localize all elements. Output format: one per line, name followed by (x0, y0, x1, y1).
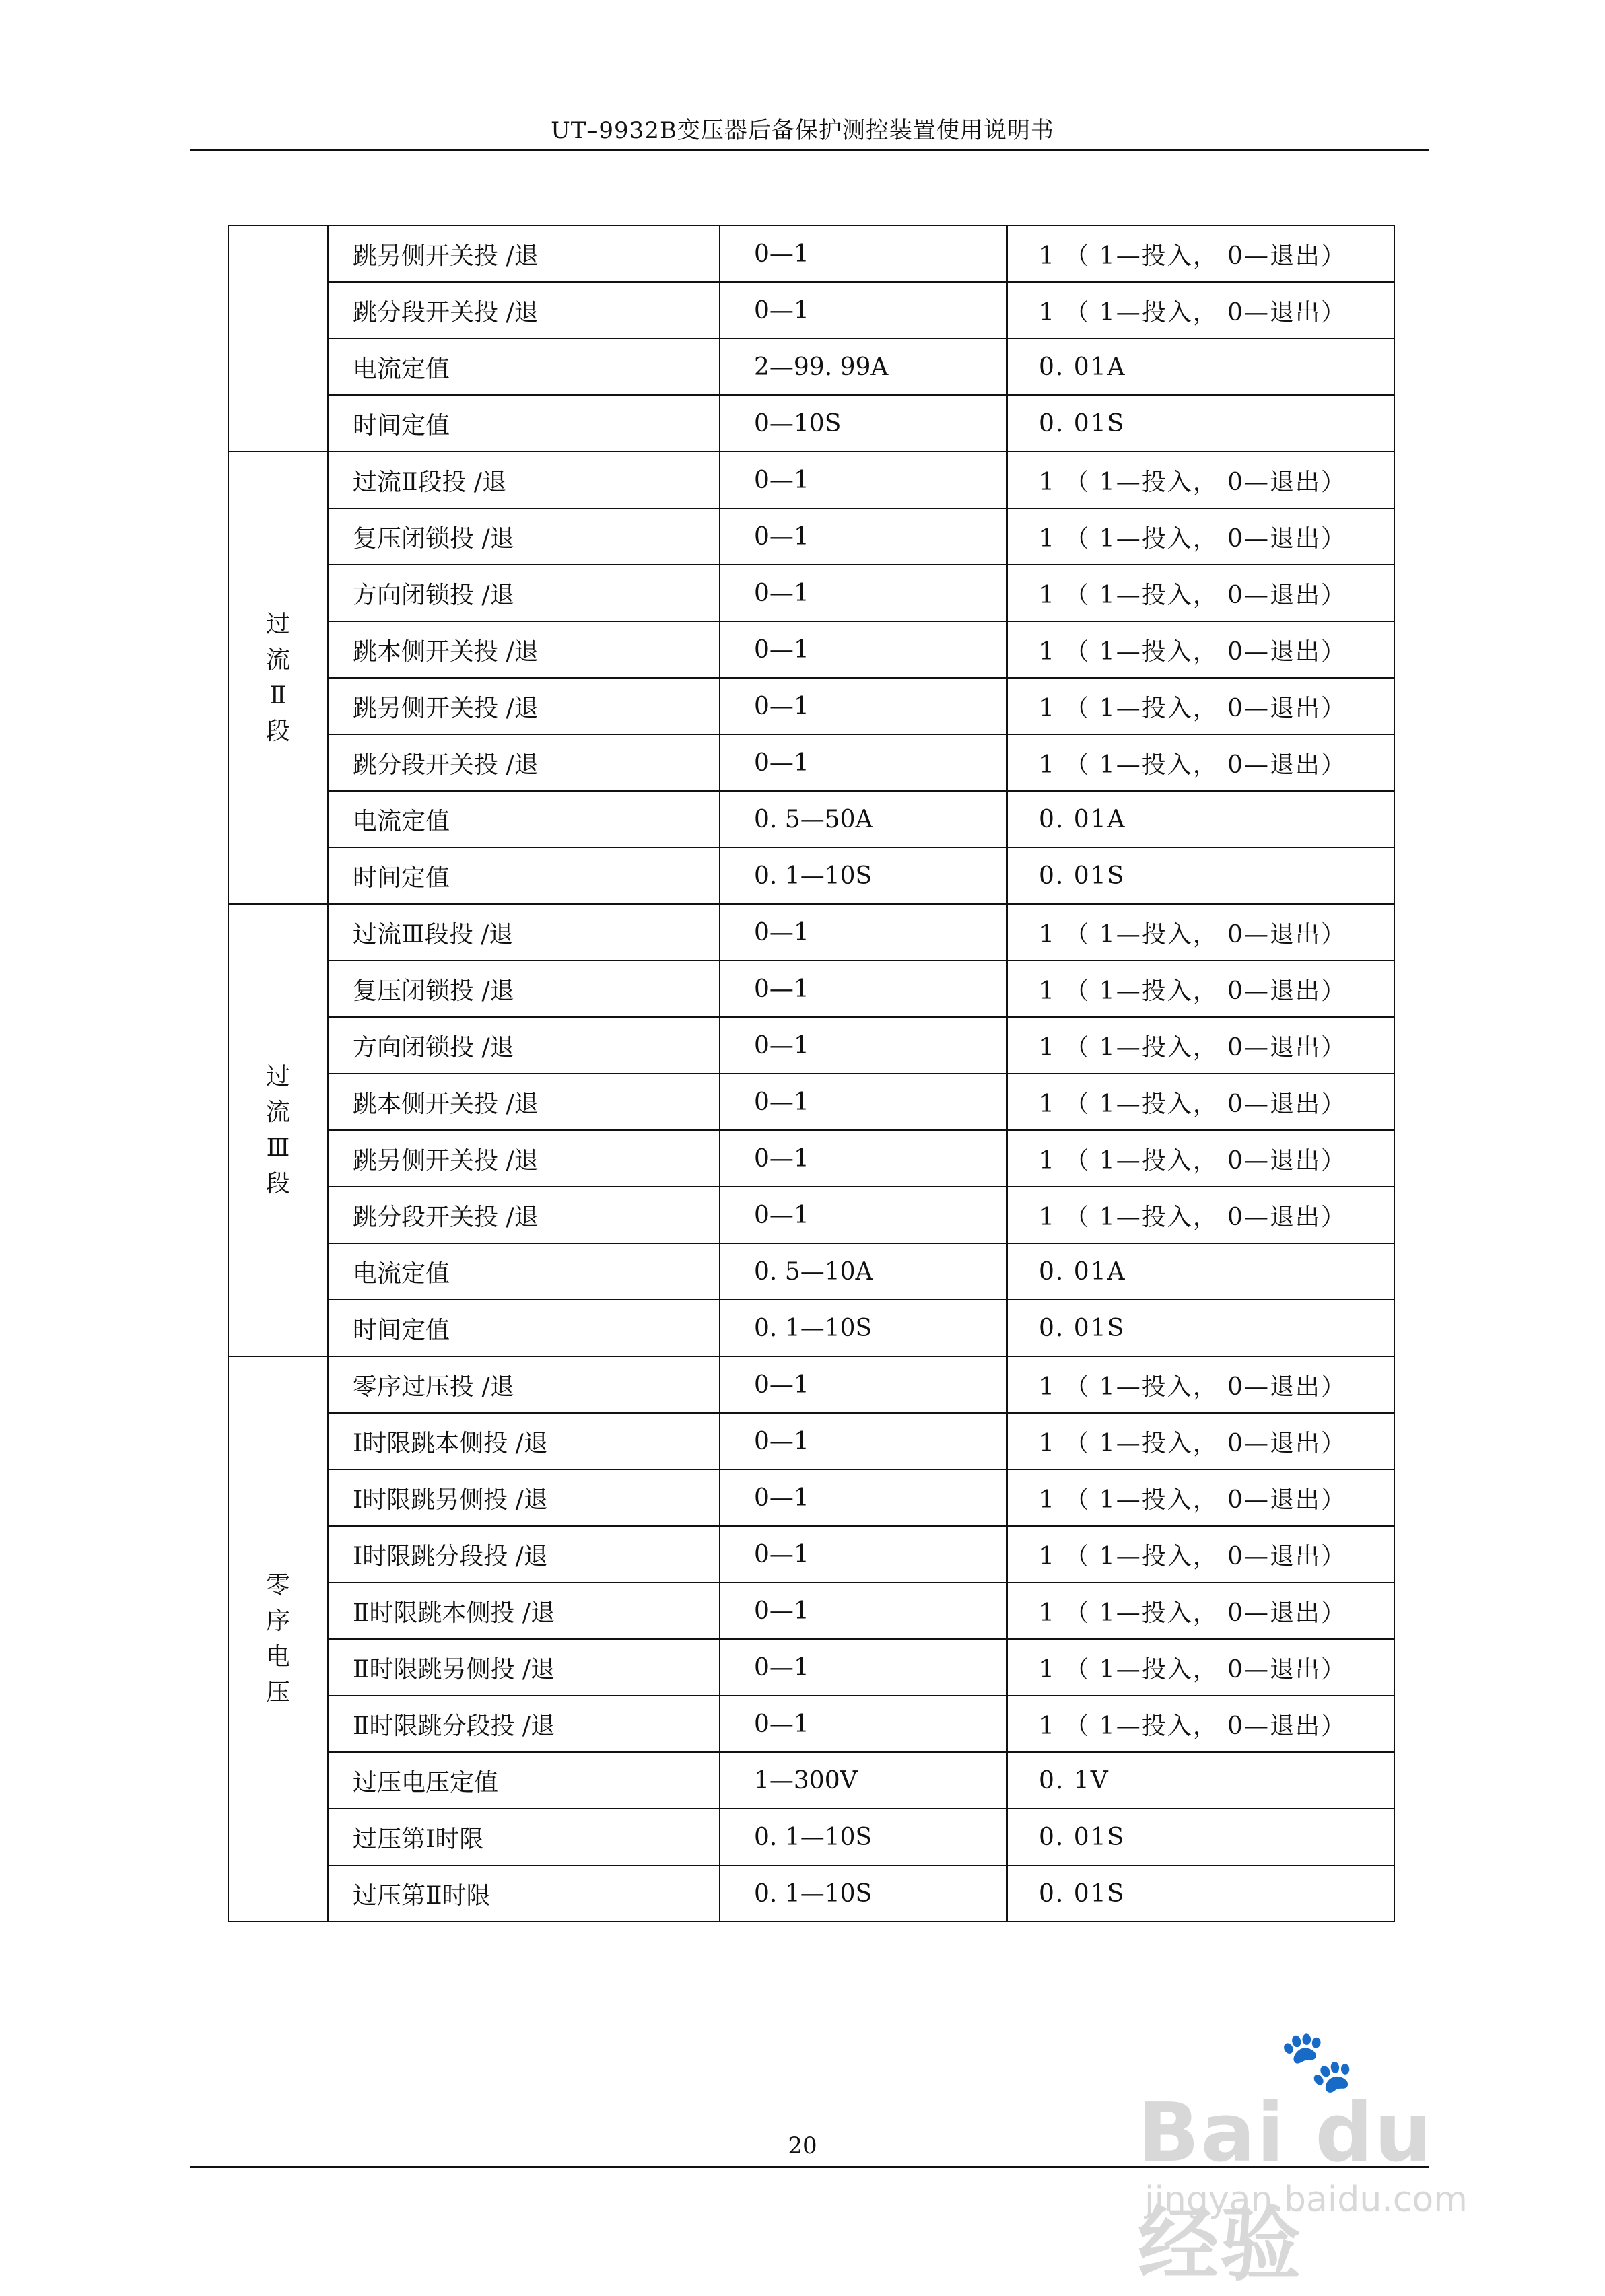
group-label-cell (228, 452, 328, 904)
table-row (228, 282, 1394, 339)
group-label-char: Ⅱ (269, 682, 287, 709)
page-number: 20 (788, 2132, 817, 2159)
group-label-char: Ⅲ (266, 1134, 290, 1162)
step-size-cell: 1 （ 1—投入， 0—退出） (1007, 1017, 1394, 1074)
watermark-logo-text: Bai du 经验 (1138, 2087, 1433, 2292)
parameter-name-cell: 电流定值 (328, 339, 720, 395)
table-row (228, 1300, 1394, 1356)
step-size-cell: 1 （ 1—投入， 0—退出） (1007, 1469, 1394, 1526)
step-size-cell: 0. 01A (1007, 1243, 1394, 1300)
table-row (228, 1469, 1394, 1526)
table-row (228, 1356, 1394, 1413)
step-size-cell: 1 （ 1—投入， 0—退出） (1007, 1639, 1394, 1696)
settings-table (228, 225, 1395, 1922)
parameter-name-cell: 过压第Ⅱ时限 (328, 1865, 720, 1922)
parameter-name-cell: 时间定值 (328, 847, 720, 904)
step-size-cell: 1 （ 1—投入， 0—退出） (1007, 678, 1394, 734)
parameter-name-cell: 零序过压投 /退 (328, 1356, 720, 1413)
parameter-name-cell: 跳另侧开关投 /退 (328, 225, 720, 282)
parameter-name-cell: Ⅱ时限跳分段投 /退 (328, 1696, 720, 1752)
step-size-cell: 1 （ 1—投入， 0—退出） (1007, 1356, 1394, 1413)
table-row (228, 565, 1394, 621)
group-label-char: 零 (265, 1572, 290, 1599)
step-size-cell: 1 （ 1—投入， 0—退出） (1007, 508, 1394, 565)
table-row (228, 395, 1394, 452)
table-row (228, 1187, 1394, 1243)
setting-range-cell: 0—1 (720, 1526, 1007, 1582)
parameter-name-cell: 跳本侧开关投 /退 (328, 621, 720, 678)
setting-range-cell: 0. 1—10S (720, 1809, 1007, 1865)
step-size-cell: 1 （ 1—投入， 0—退出） (1007, 225, 1394, 282)
setting-range-cell: 0—1 (720, 1074, 1007, 1130)
parameter-name-cell: 时间定值 (328, 1300, 720, 1356)
parameter-name-cell: 跳本侧开关投 /退 (328, 1074, 720, 1130)
setting-range-cell: 1—300V (720, 1752, 1007, 1809)
step-size-cell: 1 （ 1—投入， 0—退出） (1007, 282, 1394, 339)
setting-range-cell: 0—1 (720, 452, 1007, 508)
parameter-name-cell: Ⅰ时限跳另侧投 /退 (328, 1469, 720, 1526)
table-row (228, 1639, 1394, 1696)
step-size-cell: 0. 01S (1007, 1809, 1394, 1865)
parameter-name-cell: 方向闭锁投 /退 (328, 1017, 720, 1074)
table-row (228, 1243, 1394, 1300)
step-size-cell: 1 （ 1—投入， 0—退出） (1007, 734, 1394, 791)
setting-range-cell: 0—1 (720, 1356, 1007, 1413)
step-size-cell: 1 （ 1—投入， 0—退出） (1007, 961, 1394, 1017)
table-row (228, 961, 1394, 1017)
table-row (228, 508, 1394, 565)
step-size-cell: 1 （ 1—投入， 0—退出） (1007, 1074, 1394, 1130)
group-label-char: 流 (265, 646, 290, 674)
parameter-name-cell: 复压闭锁投 /退 (328, 508, 720, 565)
settings-table-body (228, 225, 1394, 1922)
table-row (228, 1696, 1394, 1752)
setting-range-cell: 0—1 (720, 1413, 1007, 1469)
setting-range-cell: 0. 1—10S (720, 847, 1007, 904)
group-label-cell (228, 1356, 328, 1922)
step-size-cell: 1 （ 1—投入， 0—退出） (1007, 1696, 1394, 1752)
setting-range-cell: 0—1 (720, 225, 1007, 282)
step-size-cell: 1 （ 1—投入， 0—退出） (1007, 904, 1394, 961)
setting-range-cell: 0—1 (720, 1130, 1007, 1187)
table-row (228, 847, 1394, 904)
setting-range-cell: 2—99. 99A (720, 339, 1007, 395)
table-row (228, 1413, 1394, 1469)
setting-range-cell: 0—1 (720, 961, 1007, 1017)
parameter-name-cell: 过压第Ⅰ时限 (328, 1809, 720, 1865)
baidu-watermark (1138, 2026, 1515, 2292)
setting-range-cell: 0—1 (720, 1469, 1007, 1526)
table-row (228, 904, 1394, 961)
table-row (228, 678, 1394, 734)
step-size-cell: 0. 01S (1007, 1865, 1394, 1922)
step-size-cell: 1 （ 1—投入， 0—退出） (1007, 1130, 1394, 1187)
group-label-char: 序 (265, 1607, 290, 1635)
parameter-name-cell: 过流Ⅱ段投 /退 (328, 452, 720, 508)
group-label-char: 电 (265, 1643, 290, 1671)
setting-range-cell: 0. 5—10A (720, 1243, 1007, 1300)
table-row (228, 1865, 1394, 1922)
parameter-name-cell: Ⅰ时限跳本侧投 /退 (328, 1413, 720, 1469)
parameter-name-cell: Ⅰ时限跳分段投 /退 (328, 1526, 720, 1582)
paw-icon: 🐾 (1279, 2026, 1355, 2097)
table-row (228, 621, 1394, 678)
setting-range-cell: 0. 1—10S (720, 1300, 1007, 1356)
parameter-name-cell: Ⅱ时限跳另侧投 /退 (328, 1639, 720, 1696)
setting-range-cell: 0—1 (720, 1187, 1007, 1243)
step-size-cell: 0. 01S (1007, 1300, 1394, 1356)
group-label-char: 过 (265, 611, 290, 638)
setting-range-cell: 0—1 (720, 282, 1007, 339)
setting-range-cell: 0—1 (720, 904, 1007, 961)
parameter-name-cell: 电流定值 (328, 791, 720, 847)
parameter-name-cell: 时间定值 (328, 395, 720, 452)
group-label-cell (228, 225, 328, 452)
setting-range-cell: 0—1 (720, 678, 1007, 734)
table-row (228, 734, 1394, 791)
parameter-name-cell: 电流定值 (328, 1243, 720, 1300)
parameter-name-cell: 跳分段开关投 /退 (328, 282, 720, 339)
parameter-name-cell: 跳另侧开关投 /退 (328, 678, 720, 734)
parameter-name-cell: 方向闭锁投 /退 (328, 565, 720, 621)
step-size-cell: 1 （ 1—投入， 0—退出） (1007, 452, 1394, 508)
parameter-name-cell: 跳另侧开关投 /退 (328, 1130, 720, 1187)
setting-range-cell: 0—10S (720, 395, 1007, 452)
step-size-cell: 0. 01A (1007, 339, 1394, 395)
step-size-cell: 0. 01S (1007, 395, 1394, 452)
step-size-cell: 1 （ 1—投入， 0—退出） (1007, 1413, 1394, 1469)
setting-range-cell: 0—1 (720, 734, 1007, 791)
setting-range-cell: 0—1 (720, 1696, 1007, 1752)
setting-range-cell: 0. 1—10S (720, 1865, 1007, 1922)
table-row (228, 1074, 1394, 1130)
group-label-char: 流 (265, 1099, 290, 1126)
setting-range-cell: 0—1 (720, 1582, 1007, 1639)
group-label-char: 过 (265, 1063, 290, 1090)
parameter-name-cell: 过压电压定值 (328, 1752, 720, 1809)
parameter-name-cell: 复压闭锁投 /退 (328, 961, 720, 1017)
step-size-cell: 1 （ 1—投入， 0—退出） (1007, 1582, 1394, 1639)
table-row (228, 1582, 1394, 1639)
parameter-name-cell: Ⅱ时限跳本侧投 /退 (328, 1582, 720, 1639)
setting-range-cell: 0—1 (720, 1017, 1007, 1074)
table-row (228, 791, 1394, 847)
group-label-cell (228, 904, 328, 1356)
header-divider (190, 149, 1429, 151)
parameter-name-cell: 跳分段开关投 /退 (328, 1187, 720, 1243)
step-size-cell: 1 （ 1—投入， 0—退出） (1007, 1187, 1394, 1243)
setting-range-cell: 0—1 (720, 508, 1007, 565)
setting-range-cell: 0—1 (720, 1639, 1007, 1696)
step-size-cell: 0. 01A (1007, 791, 1394, 847)
document-header-title: UT–9932B变压器后备保护测控装置使用说明书 (551, 117, 1054, 144)
step-size-cell: 1 （ 1—投入， 0—退出） (1007, 1526, 1394, 1582)
table-row (228, 339, 1394, 395)
table-row (228, 1130, 1394, 1187)
parameter-name-cell: 过流Ⅲ段投 /退 (328, 904, 720, 961)
watermark-url: jingyan.baidu.com (1145, 2180, 1468, 2220)
table-row (228, 225, 1394, 282)
group-label-char: 段 (265, 1170, 290, 1197)
group-label-char: 压 (265, 1679, 290, 1706)
table-row (228, 1526, 1394, 1582)
setting-range-cell: 0—1 (720, 621, 1007, 678)
setting-range-cell: 0. 5—50A (720, 791, 1007, 847)
table-row (228, 1017, 1394, 1074)
group-label-char: 段 (265, 718, 290, 745)
parameter-name-cell: 跳分段开关投 /退 (328, 734, 720, 791)
step-size-cell: 0. 1V (1007, 1752, 1394, 1809)
setting-range-cell: 0—1 (720, 565, 1007, 621)
table-row (228, 1809, 1394, 1865)
step-size-cell: 1 （ 1—投入， 0—退出） (1007, 621, 1394, 678)
step-size-cell: 0. 01S (1007, 847, 1394, 904)
table-row (228, 452, 1394, 508)
table-row (228, 1752, 1394, 1809)
step-size-cell: 1 （ 1—投入， 0—退出） (1007, 565, 1394, 621)
